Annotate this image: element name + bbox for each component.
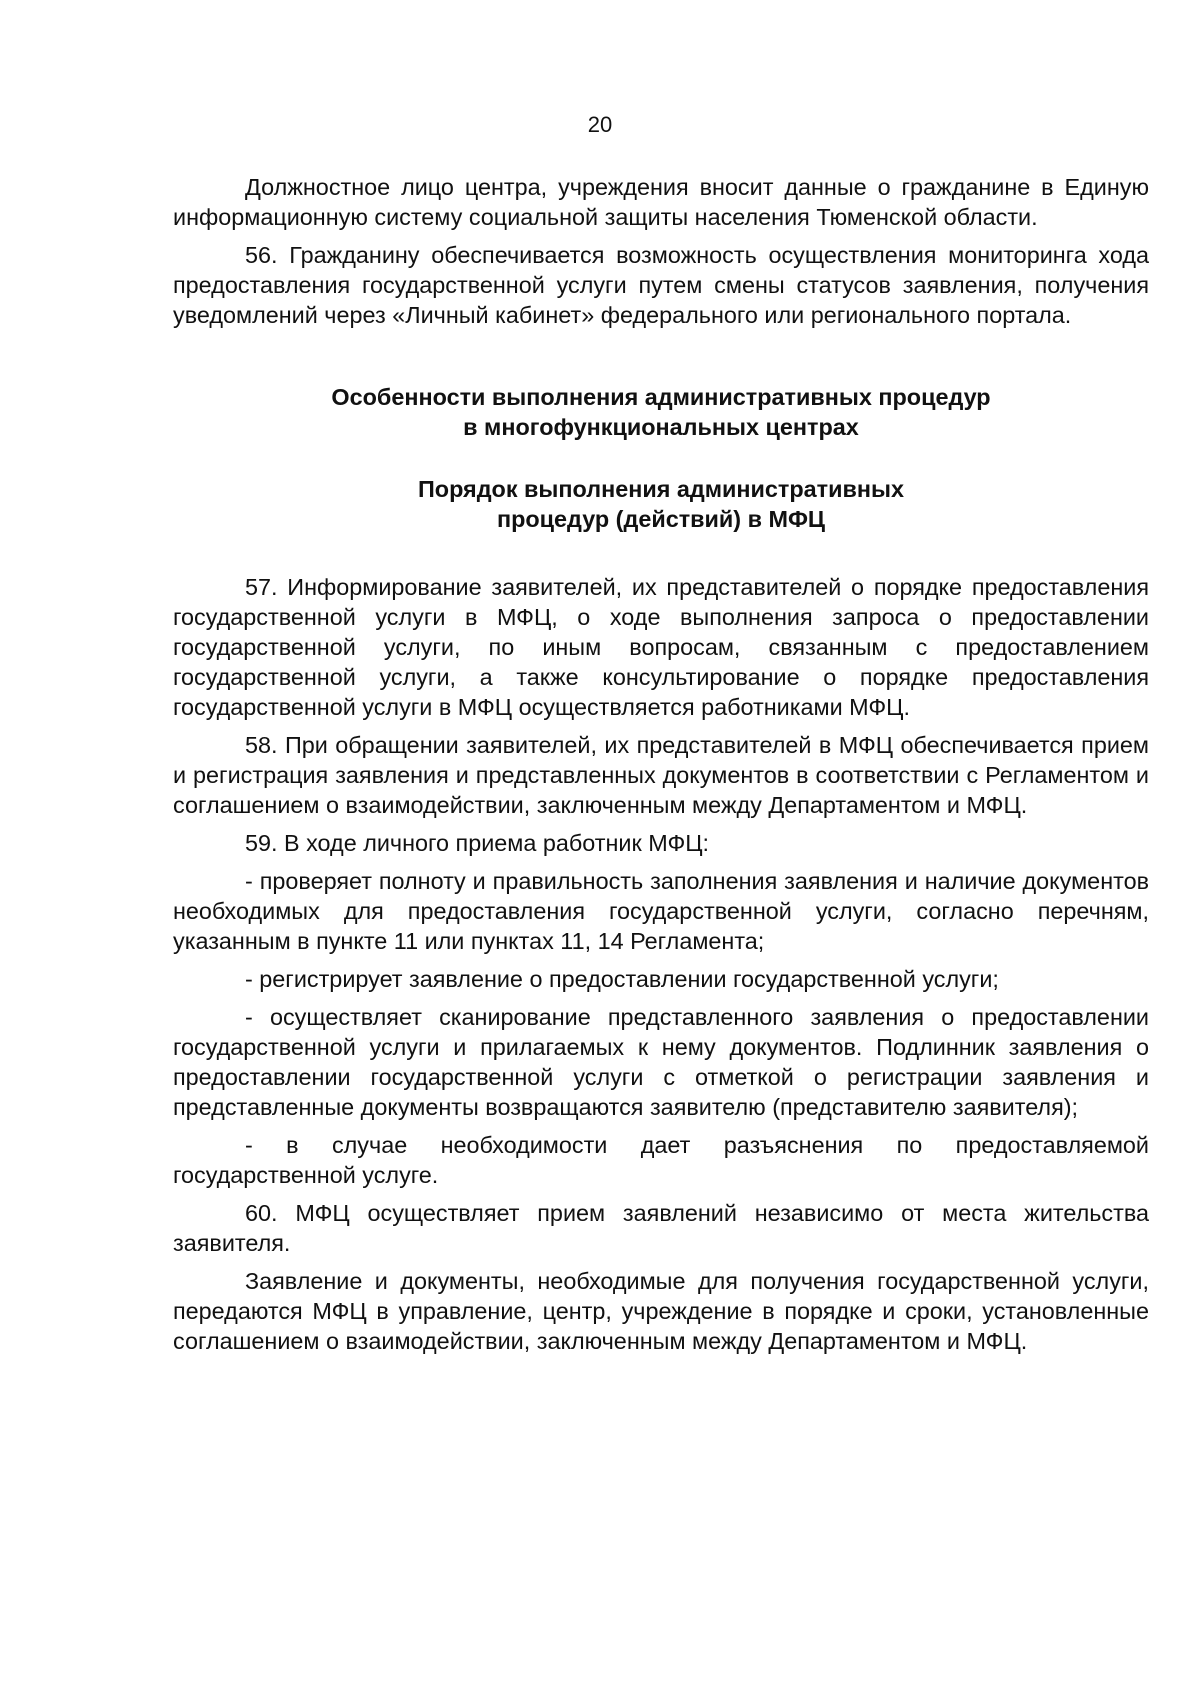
paragraph-58: 58. При обращении заявителей, их представителей в МФЦ обеспечивается прием и регистрация заявления и представленных документов в соответствии с Регламентом и соглашением о взаимодействии, заключенным между Департаментом и МФЦ.: [173, 732, 1149, 818]
list-item-give-explanations: - в случае необходимости дает разъяснения по предоставляемой государственной услуге.: [173, 1132, 1149, 1188]
page-number: 20: [587, 112, 613, 137]
paragraph-60: 60. МФЦ осуществляет прием заявлений независимо от места жительства заявителя.: [173, 1200, 1149, 1256]
paragraph-documents-transfer: Заявление и документы, необходимые для получения государственной услуги, передаются МФЦ в управление, центр, учреждение в порядке и сроки, установленные соглашением о взаимодействии, заключенным между Департаментом и МФЦ.: [173, 1268, 1149, 1354]
list-item-register-application: - регистрирует заявление о предоставлении государственной услуги;: [245, 966, 999, 992]
section-heading-line-2: в многофункциональных центрах: [463, 414, 859, 440]
document-body: [173, 172, 1149, 1364]
subsection-heading-line-2: процедур (действий) в МФЦ: [496, 506, 826, 532]
paragraph-59: 59. В ходе личного приема работник МФЦ:: [245, 830, 710, 856]
list-item-check-completeness: - проверяет полноту и правильность заполнения заявления и наличие документов необходимых для предоставления государственной услуги, согласно перечням, указанным в пункте 11 или пунктах 11, 14 Регламента;: [173, 868, 1149, 954]
paragraph-56: 56. Гражданину обеспечивается возможность осуществления мониторинга хода предоставления государственной услуги путем смены статусов заявления, получения уведомлений через «Личный кабинет» федерального или регионального портала.: [173, 242, 1149, 328]
paragraph-official-data-entry: Должностное лицо центра, учреждения вносит данные о гражданине в Единую информационную систему социальной защиты населения Тюменской области.: [173, 174, 1149, 230]
paragraph-57: 57. Информирование заявителей, их представителей о порядке предоставления государственной услуги в МФЦ, о ходе выполнения запроса о предоставлении государственной услуги, по иным вопросам, связанным с предоставлением государственной услуги, а также консультирование о порядке предоставления государственной услуги в МФЦ осуществляется работниками МФЦ.: [173, 574, 1149, 720]
list-item-scan-documents: - осуществляет сканирование представленного заявления о предоставлении государственной услуги и прилагаемых к нему документов. Подлинник заявления о предоставлении государственной услуги с отметкой о регистрации заявления и представленные документы возвращаются заявителю (представителю заявителя);: [173, 1004, 1149, 1120]
subsection-heading-line-1: Порядок выполнения административных: [417, 476, 905, 502]
section-headings: [173, 382, 1149, 534]
section-heading-line-1: Особенности выполнения административных процедур: [331, 384, 991, 410]
